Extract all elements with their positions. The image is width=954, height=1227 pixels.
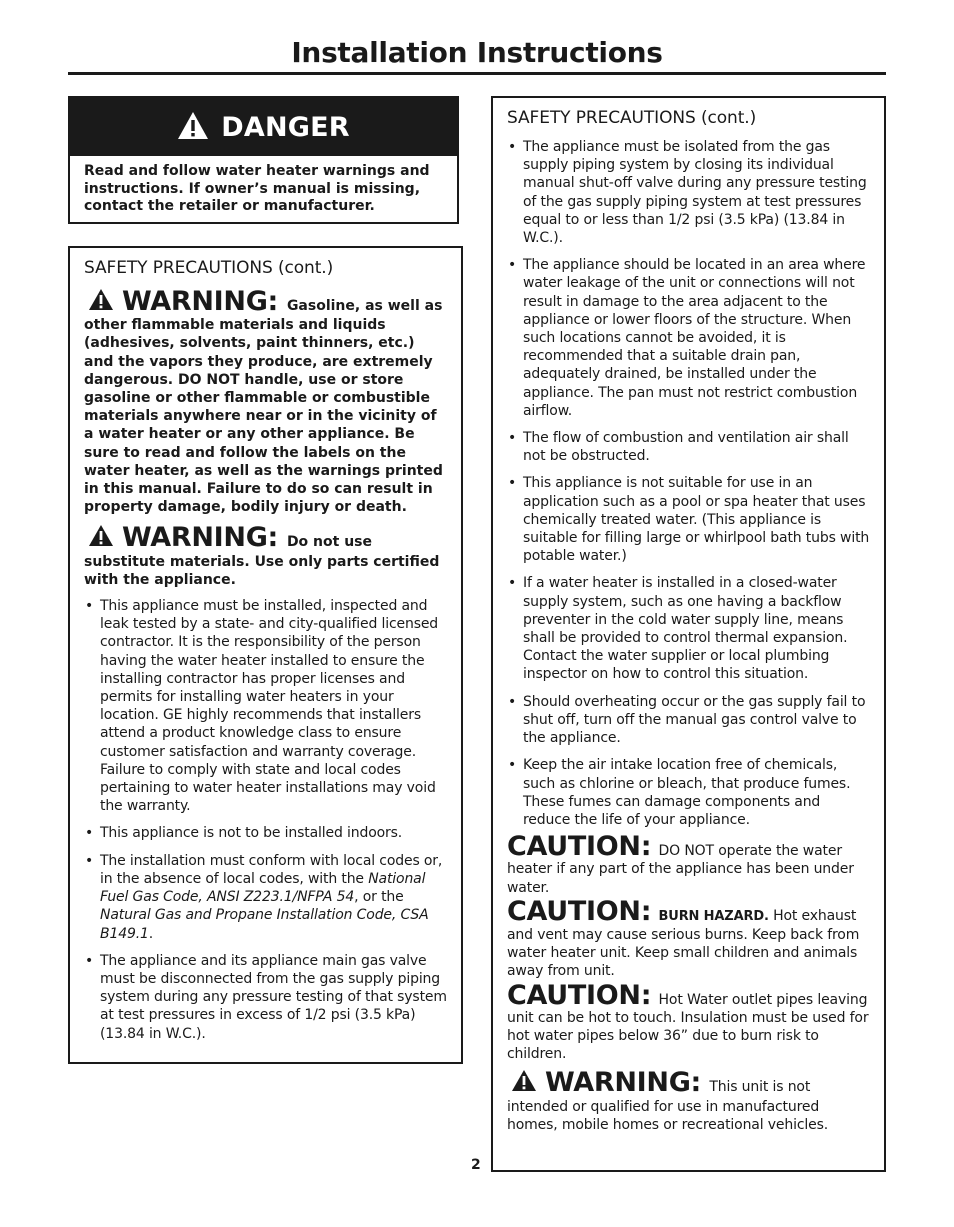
warning-text: This unit is not intended or qualified for use in manufactured homes, mobile homes or recreational vehicles.	[507, 1079, 829, 1133]
caution-underwater	[507, 831, 870, 897]
caution-burn-hazard	[507, 895, 870, 981]
right-safety-box	[491, 96, 886, 1172]
list-item: • The appliance should be located in an area where water leakage of the unit or connections will not result in damage to the area adjacent to the appliance or lower floors of the structure. When such locations cannot be avoided, it is recommended that a suitable drain pan, adequately drained, be installed under the appliance. The pan must not restrict combustion airflow.	[507, 256, 870, 420]
warning-text: Gasoline, as well as other flammable materials and liquids (adhesives, solvents, paint thinners, etc.) and the vapors they produce, are extremely dangerous. DO NOT handle, use or store gasoline or other flammable or combustible materials anywhere near or in the vicinity of a water heater or any other appliance. Be sure to read and follow the labels on the water heater, as well as the warnings printed in this manual. Failure to do so can result in property damage, bodily injury or death.	[84, 298, 443, 516]
list-item: • If a water heater is installed in a closed-water supply system, such as one having a backflow preventer in the cold water supply line, means shall be provided to control thermal expansion. Contact the water supplier or local plumbing inspector on how to control this situation.	[507, 574, 870, 683]
gasoline-warning	[84, 288, 447, 516]
list-item: • The flow of combustion and ventilation air shall not be obstructed.	[507, 429, 870, 465]
warning-label: WARNING:	[122, 522, 279, 554]
list-item: • This appliance is not suitable for use in an application such as a pool or spa heater that uses chemically treated water. (This appliance is suitable for filling large or whirlpool bath tubs with potable water.)	[507, 474, 870, 565]
right-section-heading: SAFETY PRECAUTIONS (cont.)	[507, 108, 757, 128]
warning-label: WARNING:	[545, 1067, 702, 1099]
warning-label: WARNING:	[122, 286, 279, 317]
caution-text: Hot Water outlet pipes leaving unit can be hot to touch. Insulation must be used for hot water pipes below 36” due to burn risk to children.	[507, 991, 869, 1063]
warning-text: Do not use substitute materials. Use only parts certified with the appliance.	[84, 534, 440, 588]
danger-box	[68, 96, 459, 224]
page-number: 2	[471, 1157, 481, 1173]
page-title: Installation Instructions	[291, 36, 663, 69]
code-reference: Natural Gas and Propane Installation Code, CSA B149.1	[100, 907, 429, 942]
list-item-text: .	[148, 925, 154, 942]
list-item: • Should overheating occur or the gas supply fail to shut off, turn off the manual gas control valve to the appliance.	[507, 693, 870, 748]
list-item: • The appliance and its appliance main gas valve must be disconnected from the gas supply piping system during any pressure testing of that system at test pressures in excess of 1/2 psi (3.5 kPa) (13.84 in W.C.).	[84, 952, 447, 1043]
list-item-text: , or the	[354, 889, 404, 906]
caution-label: CAUTION:	[507, 831, 652, 863]
title-rule	[68, 72, 886, 75]
list-item: • This appliance is not to be installed indoors.	[84, 824, 447, 842]
caution-label: CAUTION:	[507, 895, 652, 927]
left-safety-box	[68, 246, 463, 1064]
warning-triangle-icon	[177, 111, 209, 144]
caution-label: CAUTION:	[507, 979, 652, 1011]
list-item: • The appliance must be isolated from the gas supply piping system by closing its individual manual shut-off valve during any pressure testing of the gas supply piping system at test pressures equal to or less than 1/2 psi (3.5 kPa) (13.84 in W.C.).	[507, 138, 870, 247]
list-item: • Keep the air intake location free of chemicals, such as chlorine or bleach, that produce fumes. These fumes can damage components and reduce the life of your appliance.	[507, 756, 870, 829]
list-item	[84, 852, 447, 943]
left-bullet-list	[84, 597, 447, 1043]
left-section-heading: SAFETY PRECAUTIONS (cont.)	[84, 258, 334, 278]
caution-hot-pipes	[507, 979, 870, 1064]
danger-header	[70, 98, 457, 156]
substitute-materials-warning	[84, 524, 447, 589]
caution-text: DO NOT operate the water heater if any part of the appliance has been under water.	[507, 843, 854, 896]
list-item-text: The installation must conform with local codes or, in the absence of local codes, with the	[100, 852, 443, 887]
danger-text: Read and follow water heater warnings and instructions. If owner’s manual is missing, contact the retailer or manufacturer.	[84, 163, 430, 214]
right-bullet-list	[507, 138, 870, 829]
manufactured-homes-warning	[507, 1069, 870, 1134]
warning-triangle-icon	[511, 1069, 537, 1097]
warning-triangle-icon	[88, 288, 114, 316]
warning-triangle-icon	[88, 524, 114, 552]
caution-text: Hot exhaust and vent may cause serious burns. Keep back from water heater unit. Keep small children and animals away from unit.	[507, 907, 860, 980]
list-item: • This appliance must be installed, inspected and leak tested by a state- and city-qualified licensed contractor. It is the responsibility of the person having the water heater installed to ensure the installing contractor has proper licenses and permits for installing water heaters in your location. GE highly recommends that installers attend a product knowledge class to ensure customer satisfaction and warranty coverage. Failure to comply with state and local codes pertaining to water heater installations may void the warranty.	[84, 597, 447, 815]
burn-hazard-label: BURN HAZARD.	[658, 908, 769, 924]
code-reference: National Fuel Gas Code, ANSI Z223.1/NFPA 54	[100, 870, 426, 906]
danger-label: DANGER	[221, 111, 350, 143]
